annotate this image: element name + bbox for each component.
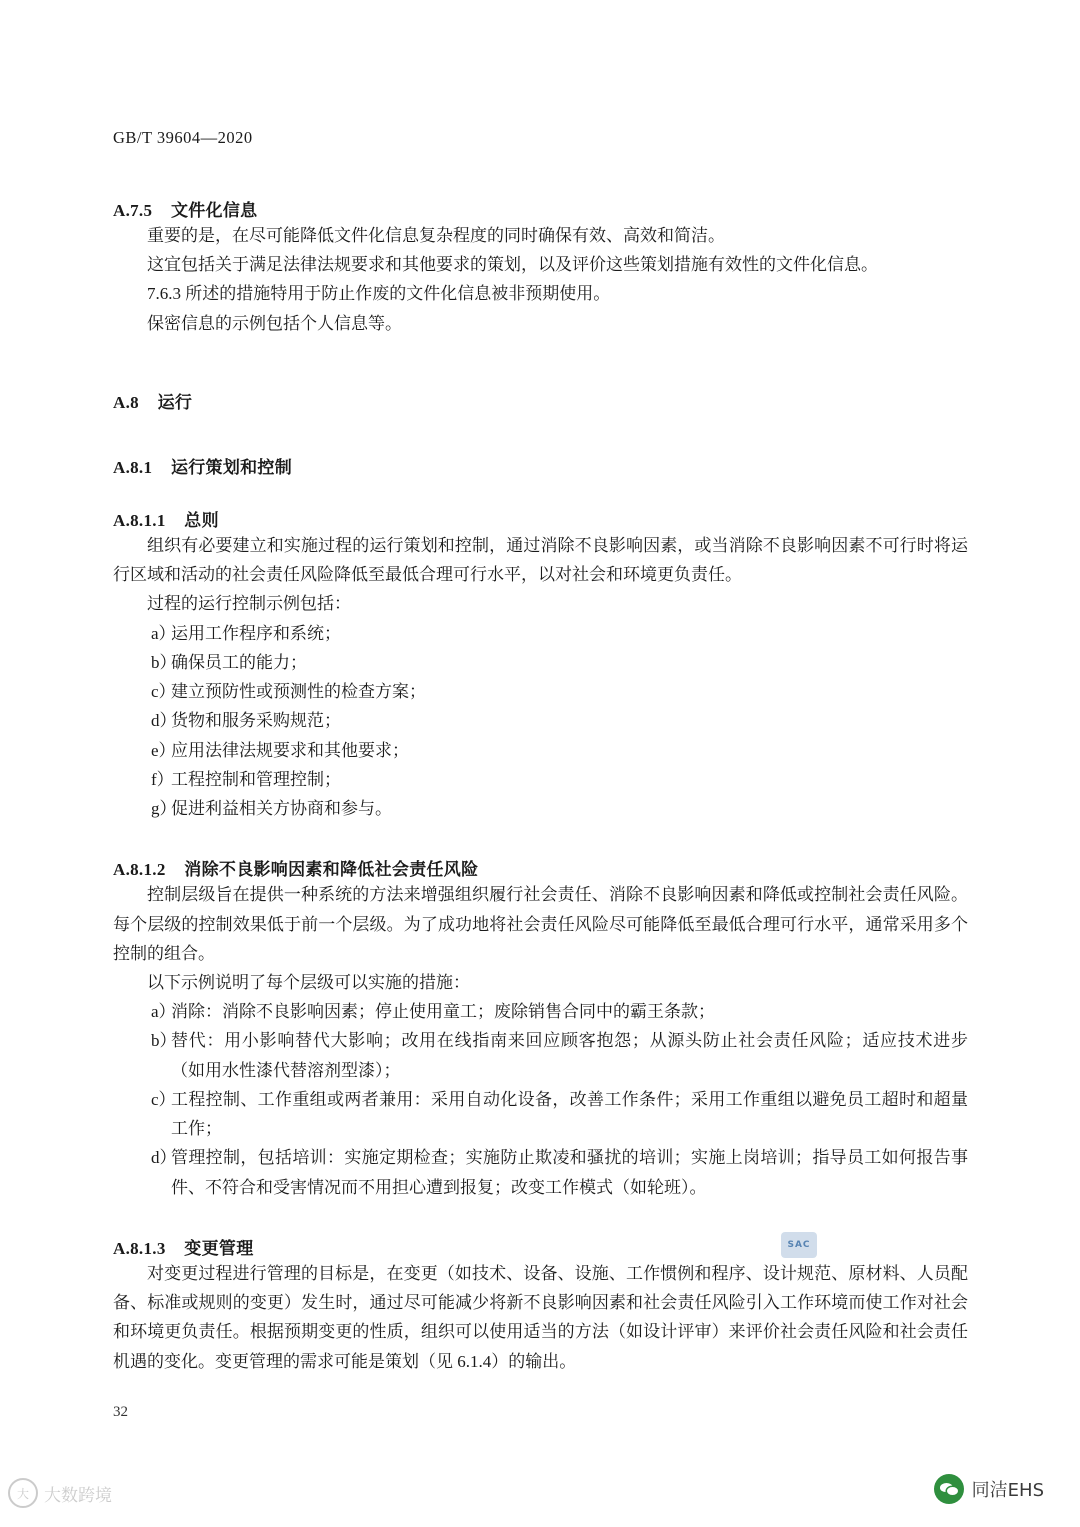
list-item: [113, 765, 968, 794]
heading-a-8-1-1-text: 总则: [184, 510, 219, 531]
heading-a-8-1: [113, 453, 968, 478]
list-item: [113, 619, 968, 648]
watermark-bottom-right: [934, 1474, 1044, 1504]
list-item-text: 货物和服务采购规范；: [171, 711, 341, 731]
list-item-text: 建立预防性或预测性的检查方案；: [171, 682, 426, 702]
list-item-marker: a）: [151, 1002, 176, 1022]
heading-a-8: [113, 388, 968, 413]
list-item: [113, 736, 968, 765]
list-item-marker: c）: [151, 682, 176, 702]
heading-a-7-5-text: 文件化信息: [170, 201, 258, 221]
heading-a-7-5: [113, 196, 968, 221]
list-item-text: 消除：消除不良影响因素；停止使用童工；废除销售合同中的霸王条款；: [171, 1002, 715, 1022]
list-item-marker: g）: [151, 799, 177, 819]
list-item: [113, 1026, 968, 1084]
list-item: [113, 794, 968, 823]
list-a811: [113, 619, 968, 824]
list-item: [113, 997, 968, 1026]
list-item-text: 应用法律法规要求和其他要求；: [171, 740, 409, 760]
wechat-icon: [934, 1474, 964, 1504]
list-item-marker: b）: [151, 652, 177, 672]
list-item: [113, 648, 968, 677]
list-item-text: 运用工作程序和系统；: [171, 623, 341, 643]
list-item: [113, 1143, 968, 1201]
list-item-text: 工程控制和管理控制；: [171, 769, 341, 789]
heading-a-8-1-2-text: 消除不良影响因素和降低社会责任风险: [184, 860, 479, 881]
heading-a-8-number: A.8: [113, 392, 139, 412]
heading-a-8-text: 运行: [157, 392, 193, 413]
list-item: [113, 1085, 968, 1143]
list-item: [113, 677, 968, 706]
heading-a-8-1-3-number: A.8.1.3: [113, 1238, 166, 1258]
heading-a-8-1-3: [113, 1234, 968, 1259]
list-item-marker: d）: [151, 1148, 177, 1168]
list-item: [113, 706, 968, 735]
watermark-left-label: 大数跨境: [44, 1485, 112, 1506]
list-item-marker: c）: [151, 1089, 176, 1109]
heading-a-8-1-2-number: A.8.1.2: [113, 860, 166, 880]
list-item-text: 替代：用小影响替代大影响；改用在线指南来回应顾客抱怨；从源头防止社会责任风险；适应技术进步（如用水性漆代替溶剂型漆）；: [171, 1031, 968, 1080]
watermark-bottom-left: [8, 1478, 112, 1508]
paragraph-a75-4: 保密信息的示例包括个人信息等。: [147, 313, 402, 333]
list-item-text: 促进利益相关方协商和参与。: [171, 799, 392, 819]
paragraph-a811-1: 组织有必要建立和实施过程的运行策划和控制，通过消除不良影响因素，或当消除不良影响因素不可行时将运行区域和活动的社会责任风险降低至最低合理可行水平，以对社会和环境更负责任。: [113, 535, 968, 585]
page-header-standard-number: GB/T 39604—2020: [113, 128, 253, 147]
dashu-logo-icon: 大: [8, 1478, 38, 1508]
heading-a-8-1-1-number: A.8.1.1: [113, 510, 166, 530]
paragraph-a811-2: 过程的运行控制示例包括：: [147, 594, 351, 614]
list-item-text: 管理控制，包括培训：实施定期检查；实施防止欺凌和骚扰的培训；实施上岗培训；指导员工如何报告事件、不符合和受害情况而不用担心遭到报复；改变工作模式（如轮班）。: [171, 1148, 968, 1197]
list-item-marker: a）: [151, 623, 176, 643]
list-item-marker: f）: [151, 769, 174, 789]
heading-a-7-5-number: A.7.5: [113, 201, 153, 220]
list-item-text: 工程控制、工作重组或两者兼用：采用自动化设备，改善工作条件；采用工作重组以避免员工超时和超量工作；: [171, 1089, 968, 1139]
list-a812: [113, 997, 968, 1202]
list-item-text: 确保员工的能力；: [171, 652, 307, 672]
page-content: [113, 0, 968, 1376]
paragraph-a813-1: 对变更过程进行管理的目标是，在变更（如技术、设备、设施、工作惯例和程序、设计规范、原材料、人员配备、标准或规则的变更）发生时，通过尽可能减少将新不良影响因素和社会责任风险引入工作环境而使工作对社会和环境更负责任。根据预期变更的性质，组织可以使用适当的方法（如设计评审）来评价社会责任风险和社会责任机遇的变化。变更管理的需求可能是策划（见 6.1.4）的输出。: [113, 1263, 968, 1371]
heading-a-8-1-2: [113, 855, 968, 880]
paragraph-a812-2: 以下示例说明了每个层级可以实施的措施：: [147, 972, 470, 992]
list-item-marker: e）: [151, 740, 176, 760]
page-number: 32: [113, 1404, 128, 1420]
paragraph-a75-2: 这宜包括关于满足法律法规要求和其他要求的策划，以及评价这些策划措施有效性的文件化信息。: [147, 255, 878, 275]
list-item-marker: b）: [151, 1031, 177, 1051]
paragraph-a812-1: 控制层级旨在提供一种系统的方法来增强组织履行社会责任、消除不良影响因素和降低或控制社会责任风险。每个层级的控制效果低于前一个层级。为了成功地将社会责任风险尽可能降低至最低合理可行水平，通常采用多个控制的组合。: [113, 885, 968, 963]
watermark-right-label: 同洁EHS: [971, 1480, 1044, 1501]
paragraph-a75-3: 7.6.3 所述的措施特用于防止作废的文件化信息被非预期使用。: [147, 284, 611, 304]
sac-watermark-stamp: SAC: [781, 1232, 817, 1258]
heading-a-8-1-3-text: 变更管理: [184, 1238, 254, 1259]
list-item-marker: d）: [151, 711, 177, 731]
heading-a-8-1-text: 运行策划和控制: [170, 457, 293, 478]
heading-a-8-1-1: [113, 506, 968, 531]
paragraph-a75-1: 重要的是，在尽可能降低文件化信息复杂程度的同时确保有效、高效和简洁。: [147, 226, 725, 245]
heading-a-8-1-number: A.8.1: [113, 457, 153, 477]
